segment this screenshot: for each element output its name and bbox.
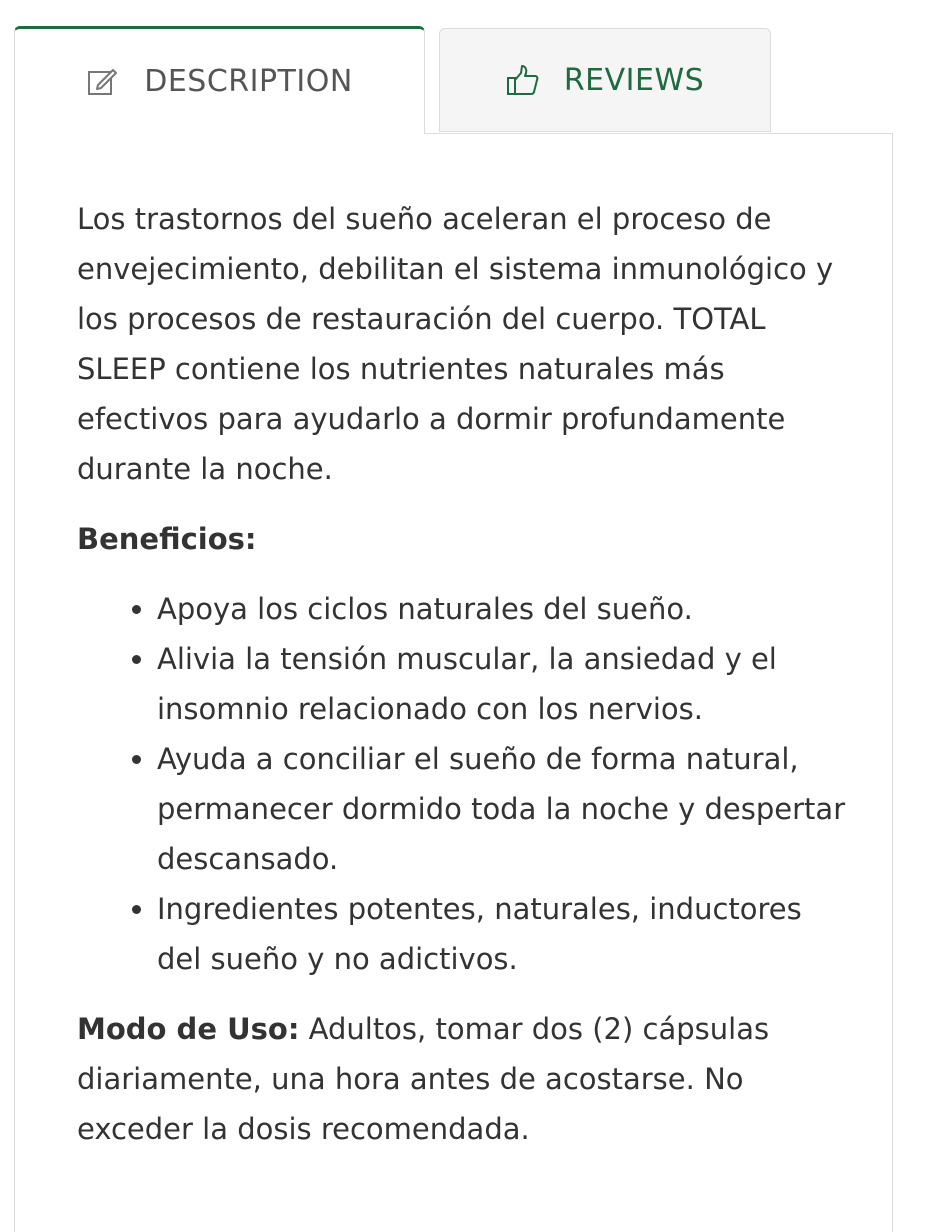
tab-description[interactable] [14, 26, 425, 134]
benefit-item: • Apoya los ciclos naturales del sueño. [157, 584, 847, 634]
benefit-item: • Alivia la tensión muscular, la ansiedad y el insomnio relacionado con los nervios. [157, 634, 847, 734]
usage-instructions [77, 1004, 847, 1154]
tab-description-label: DESCRIPTION [144, 64, 353, 99]
benefit-item: • Ayuda a conciliar el sueño de forma natural, permanecer dormido toda la noche y despertar descansado. [157, 734, 847, 884]
usage-label: Modo de Uso: [77, 1012, 300, 1046]
tab-reviews-label: REVIEWS [563, 62, 705, 98]
benefit-item: • Ingredientes potentes, naturales, inductores del sueño y no adictivos. [157, 884, 847, 984]
thumbs-up-icon [506, 63, 540, 97]
tab-reviews[interactable] [439, 28, 771, 132]
usage-text: Adultos, tomar dos (2) cápsulas diariamente, una hora antes de acostarse. No exceder la dosis recomendada. [77, 1012, 770, 1146]
description-intro: Los trastornos del sueño aceleran el proceso de envejecimiento, debilitan el sistema inmunológico y los procesos de restauración del cuerpo. TOTAL SLEEP contiene los nutrientes naturales más efectivos para ayudarlo a dormir profundamente durante la noche. [77, 202, 834, 486]
tab-bar [14, 26, 894, 134]
benefits-heading: Beneficios: [77, 522, 257, 556]
benefits-list [77, 584, 847, 984]
edit-icon [86, 65, 120, 99]
description-panel [14, 133, 893, 1232]
description-content [77, 194, 847, 1154]
